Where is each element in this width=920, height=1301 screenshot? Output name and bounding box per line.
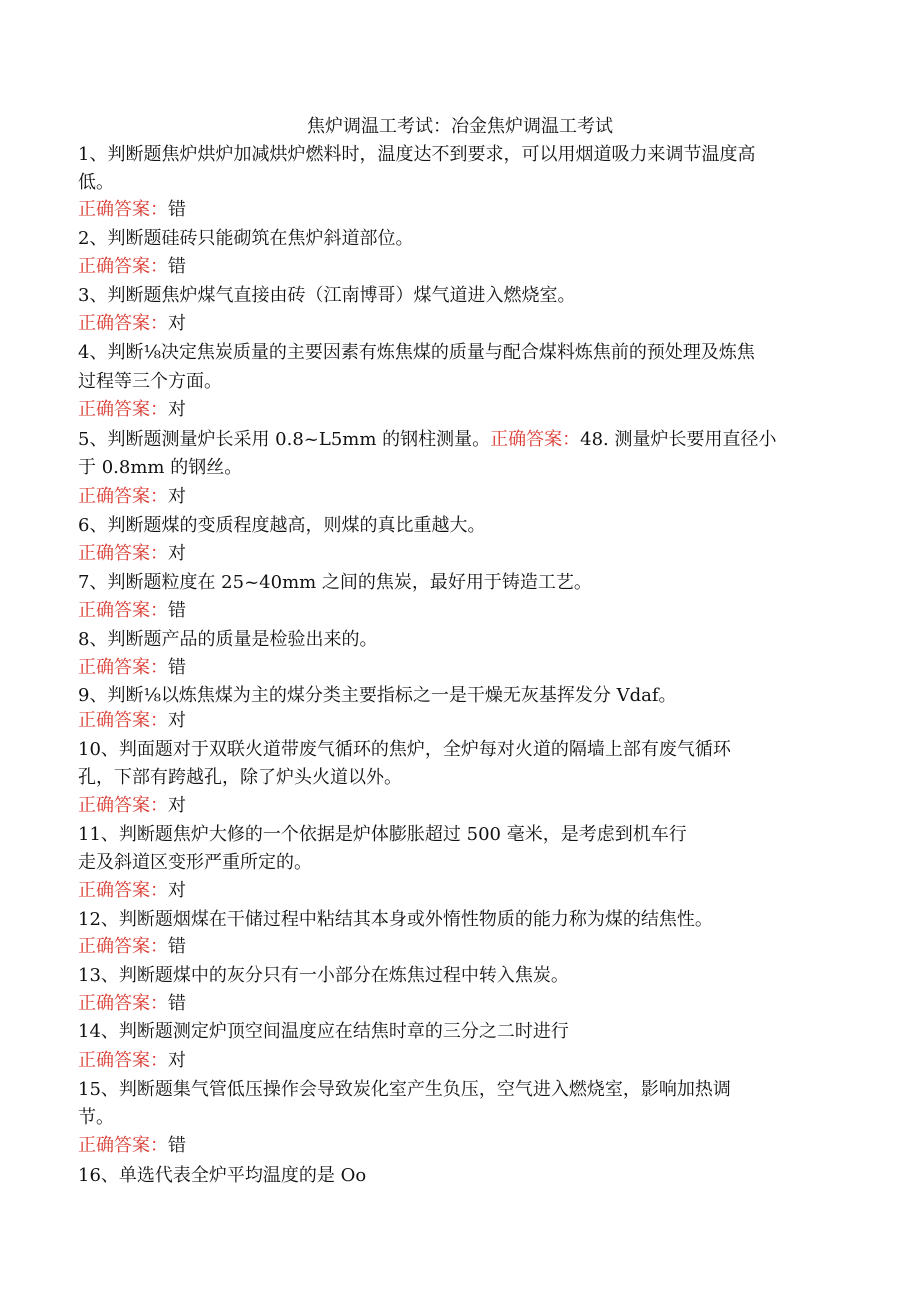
answer-row-4	[78, 397, 186, 423]
answer-value: 对	[168, 710, 186, 731]
question-14-line-1: 14、判断题测定炉顶空间温度应在结焦时章的三分之二时进行	[78, 1021, 569, 1042]
answer-row-9	[78, 708, 186, 734]
question-5-text: 5、判断题测量炉长采用 0.8~L5mm 的钢柱测量。	[78, 429, 491, 450]
answer-label: 正确答案：	[78, 880, 168, 901]
answer-label: 正确答案：	[78, 710, 168, 731]
answer-row-3	[78, 311, 186, 337]
answer-label: 正确答案：	[78, 993, 168, 1014]
answer-value: 对	[168, 795, 186, 816]
question-5-line-1	[78, 427, 777, 453]
answer-value: 错	[168, 993, 186, 1014]
question-5-text-continued: 48. 测量炉长要用直径小	[580, 429, 777, 450]
answer-value: 错	[168, 1135, 186, 1156]
question-11-line-2: 走及斜道区变形严重所定的。	[78, 852, 312, 873]
question-16-line-1: 16、单选代表全炉平均温度的是 Oo	[78, 1165, 367, 1186]
question-4-line-2: 过程等三个方面。	[78, 371, 222, 392]
answer-value: 错	[168, 657, 186, 678]
question-7-line-1: 7、判断题粒度在 25~40mm 之间的焦炭，最好用于铸造工艺。	[78, 572, 592, 593]
answer-row-5	[78, 484, 186, 510]
answer-value: 错	[168, 199, 186, 220]
answer-label: 正确答案：	[78, 600, 168, 621]
question-9-line-1: 9、判断⅛以炼焦煤为主的煤分类主要指标之一是干燥无灰基挥发分 Vdaf。	[78, 685, 677, 706]
answer-value: 对	[168, 486, 186, 507]
question-6-line-1: 6、判断题煤的变质程度越高，则煤的真比重越大。	[78, 515, 486, 536]
question-3-line-1: 3、判断题焦炉煤气直接由砖（江南博哥）煤气道进入燃烧室。	[78, 285, 576, 306]
answer-row-14	[78, 1048, 186, 1074]
question-13-line-1: 13、判断题煤中的灰分只有一小部分在炼焦过程中转入焦炭。	[78, 965, 569, 986]
answer-row-13	[78, 991, 186, 1017]
answer-label: 正确答案：	[78, 657, 168, 678]
answer-value: 错	[168, 936, 186, 957]
answer-value: 对	[168, 313, 186, 334]
question-2-line-1: 2、判断题硅砖只能砌筑在焦炉斜道部位。	[78, 228, 414, 249]
question-8-line-1: 8、判断题产品的质量是检验出来的。	[78, 629, 378, 650]
answer-value: 错	[168, 600, 186, 621]
answer-row-2	[78, 254, 186, 280]
answer-label: 正确答案：	[78, 199, 168, 220]
answer-value: 对	[168, 543, 186, 564]
answer-row-12	[78, 934, 186, 960]
question-10-line-2: 孔，下部有跨越孔，除了炉头火道以外。	[78, 767, 402, 788]
question-11-line-1: 11、判断题焦炉大修的一个依据是炉体膨胀超过 500 毫米，是考虑到机车行	[78, 824, 687, 845]
question-1-line-2: 低。	[78, 172, 114, 193]
answer-label: 正确答案：	[78, 1135, 168, 1156]
inline-answer-label: 正确答案：	[490, 429, 581, 450]
answer-label: 正确答案：	[78, 256, 168, 277]
answer-value: 对	[168, 399, 186, 420]
answer-value: 对	[168, 880, 186, 901]
document-title: 焦炉调温工考试：冶金焦炉调温工考试	[307, 116, 613, 137]
question-1-line-1: 1、判断题焦炉烘炉加减烘炉燃料时，温度达不到要求，可以用烟道吸力来调节温度高	[78, 144, 756, 165]
question-15-line-1: 15、判断题集气管低压操作会导致炭化室产生负压，空气进入燃烧室，影响加热调	[78, 1079, 731, 1100]
answer-label: 正确答案：	[78, 313, 168, 334]
answer-row-15	[78, 1133, 186, 1159]
answer-row-7	[78, 598, 186, 624]
answer-label: 正确答案：	[78, 1050, 168, 1071]
answer-row-10	[78, 793, 186, 819]
answer-value: 对	[168, 1050, 186, 1071]
answer-label: 正确答案：	[78, 543, 168, 564]
answer-row-6	[78, 541, 186, 567]
answer-label: 正确答案：	[78, 486, 168, 507]
question-15-line-2: 节。	[78, 1107, 114, 1128]
question-4-line-1: 4、判断⅛决定焦炭质量的主要因素有炼焦煤的质量与配合煤料炼焦前的预处理及炼焦	[78, 342, 755, 363]
answer-value: 错	[168, 256, 186, 277]
answer-label: 正确答案：	[78, 795, 168, 816]
answer-row-11	[78, 878, 186, 904]
question-5-line-2: 于 0.8mm 的钢丝。	[78, 457, 243, 478]
answer-row-8	[78, 655, 186, 681]
answer-label: 正确答案：	[78, 399, 168, 420]
answer-label: 正确答案：	[78, 936, 168, 957]
question-12-line-1: 12、判断题烟煤在干储过程中粘结其本身或外惰性物质的能力称为煤的结焦性。	[78, 909, 713, 930]
answer-row-1	[78, 197, 186, 223]
question-10-line-1: 10、判面题对于双联火道带废气循环的焦炉，全炉每对火道的隔墙上部有废气循环	[78, 739, 731, 760]
